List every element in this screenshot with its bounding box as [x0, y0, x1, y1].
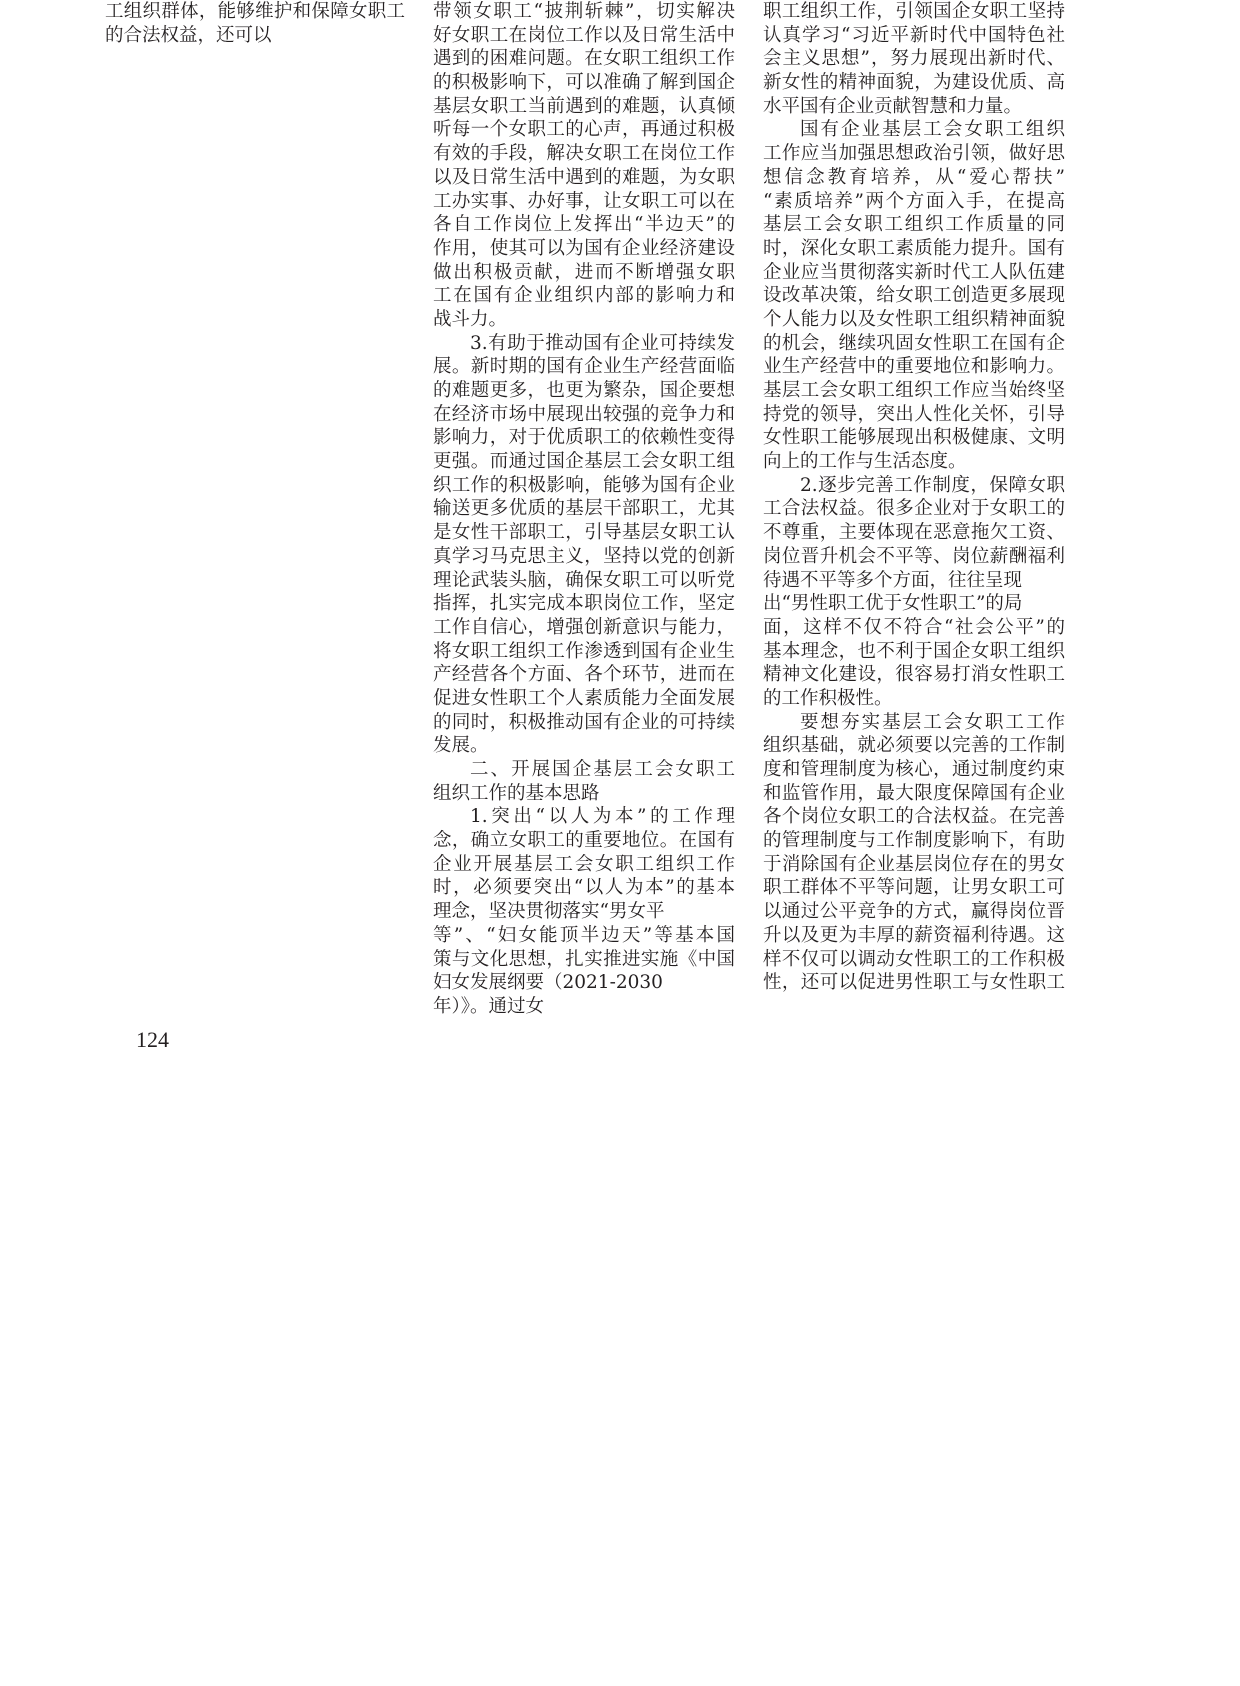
- paragraph: [763, 118, 1065, 473]
- text-line: 想信念教育培养，从“爱心帮扶”: [763, 166, 1065, 188]
- text-column-2: [433, 0, 735, 1019]
- text-line: 将女职工组织工作渗透到国有企业生: [433, 640, 735, 662]
- paragraph: [433, 332, 735, 758]
- text-line: 基层工会女职工组织工作质量的同: [763, 214, 1065, 236]
- text-line: 3.有助于推动国有企业可持续发: [470, 332, 735, 354]
- text-line: 企业开展基层工会女职工组织工作: [433, 853, 735, 875]
- page-number: 124: [136, 1027, 169, 1052]
- text-line: 国有企业基层工会女职工组织: [800, 119, 1065, 141]
- text-line: 岗位晋升机会不平等、岗位薪酬福利: [763, 545, 1065, 567]
- text-line: 指挥，扎实完成本职岗位工作，坚定: [433, 593, 735, 615]
- text-line: 基本理念，也不利于国企女职工组织: [763, 640, 1065, 662]
- text-line: 在经济市场中展现出较强的竞争力和: [433, 403, 735, 425]
- text-line: 带领女职工“披荆斩棘”，切实解决: [433, 1, 735, 22]
- paragraph: [433, 805, 735, 1018]
- text-line: 各个岗位女职工的合法权益。在完善: [763, 806, 1065, 828]
- paragraph: [105, 0, 405, 47]
- text-line: 策与文化思想，扎实推进实施《中国: [433, 948, 735, 970]
- text-line: 的积极影响下，可以准确了解到国企: [433, 72, 735, 94]
- text-line: 待遇不平等多个方面，往往呈现: [763, 569, 1023, 591]
- text-line: 2.逐步完善工作制度，保障女职: [800, 474, 1065, 496]
- text-line: 作用，使其可以为国有企业经济建设: [433, 237, 735, 259]
- text-line: 工合法权益。很多企业对于女职工的: [763, 498, 1065, 520]
- text-line: 工在国有企业组织内部的影响力和: [433, 285, 735, 307]
- text-line: 基层女职工当前遇到的难题，认真倾: [433, 95, 735, 117]
- text-line: 出“男性职工优于女性职工”的局: [763, 593, 1023, 615]
- text-line: 展。新时期的国有企业生产经营面临: [433, 356, 735, 378]
- text-line: 二、开展国企基层工会女职工: [470, 759, 735, 780]
- text-line: 发展。: [433, 735, 489, 757]
- text-line: 会主义思想”，努力展现出新时代、: [763, 48, 1065, 70]
- text-line: 新女性的精神面貌，为建设优质、高: [763, 72, 1065, 94]
- text-line: 各自工作岗位上发挥出“半边天”的: [433, 214, 735, 236]
- text-line: 工办实事、办好事，让女职工可以在: [433, 190, 735, 212]
- text-line: 向上的工作与生活态度。: [763, 451, 967, 473]
- text-line: 促进女性职工个人素质能力全面发展: [433, 687, 735, 709]
- text-line: 组织基础，就必须要以完善的工作制: [763, 735, 1065, 757]
- text-line: 以及日常生活中遇到的难题，为女职: [433, 166, 735, 188]
- text-line: 以通过公平竞争的方式，赢得岗位晋: [763, 901, 1065, 923]
- text-line: 职工组织工作，引领国企女职工坚持: [763, 1, 1065, 22]
- text-line: 输送更多优质的基层干部职工，尤其: [433, 498, 735, 520]
- text-line: 的难题更多，也更为繁杂，国企要想: [433, 380, 735, 401]
- text-line: 是女性干部职工，引导基层女职工认: [433, 522, 735, 544]
- text-line: 影响力，对于优质职工的依赖性变得: [433, 427, 735, 449]
- text-line: 职工群体不平等问题，让男女职工可: [763, 877, 1065, 899]
- text-line: 和监管作用，最大限度保障国有企业: [763, 782, 1065, 804]
- text-line: 不尊重，主要体现在恶意拖欠工资、: [763, 522, 1065, 544]
- text-line: 工作应当加强思想政治引领，做好思: [763, 143, 1065, 165]
- text-line: 持党的领导，突出人性化关怀，引导: [763, 403, 1065, 425]
- text-line: 个人能力以及女性职工组织精神面貌: [763, 308, 1065, 330]
- text-line: 的管理制度与工作制度影响下，有助: [763, 830, 1065, 852]
- text-line: 企业应当贯彻落实新时代工人队伍建: [763, 261, 1065, 283]
- text-line: 有效的手段，解决女职工在岗位工作: [433, 143, 735, 165]
- text-line: 织工作的积极影响，能够为国有企业: [433, 474, 735, 496]
- paragraph: [763, 474, 1065, 711]
- text-line: 好女职工在岗位工作以及日常生活中: [433, 24, 735, 46]
- text-line: 的合法权益，还可以: [105, 24, 272, 46]
- text-line: 念，确立女职工的重要地位。在国有: [433, 830, 735, 852]
- text-line: 女性职工能够展现出积极健康、文明: [763, 427, 1065, 449]
- text-line: 精神文化建设，很容易打消女性职工: [763, 664, 1065, 686]
- text-line: 样不仅可以调动女性职工的工作积极: [763, 948, 1065, 970]
- text-line: 年）》。通过女: [433, 995, 545, 1017]
- text-line: 听每一个女职工的心声，再通过积极: [433, 119, 735, 141]
- text-line: 性，还可以促进男性职工与女性职工: [763, 972, 1065, 994]
- text-line: 等”、“妇女能顶半边天”等基本国: [433, 924, 735, 946]
- text-column-3: [763, 0, 1065, 995]
- text-line: 升以及更为丰厚的薪资福利待遇。这: [763, 924, 1065, 946]
- paragraph: [433, 758, 735, 805]
- text-line: 工组织群体，能够维护和保障女职工: [105, 1, 405, 22]
- text-line: 基层工会女职工组织工作应当始终坚: [763, 380, 1065, 401]
- text-line: 要想夯实基层工会女职工工作: [800, 711, 1065, 733]
- text-line: 理念，坚决贯彻落实“男女平: [433, 901, 665, 923]
- text-line: 产经营各个方面、各个环节，进而在: [433, 664, 735, 686]
- text-line: 工作自信心，增强创新意识与能力，: [433, 616, 735, 638]
- text-line: 的机会，继续巩固女性职工在国有企: [763, 332, 1065, 354]
- text-line: 战斗力。: [433, 308, 508, 330]
- text-line: 组织工作的基本思路: [433, 782, 600, 804]
- text-line: 设改革决策，给女职工创造更多展现: [763, 285, 1065, 307]
- text-line: 真学习马克思主义，坚持以党的创新: [433, 545, 735, 567]
- text-line: 的工作积极性。: [763, 687, 893, 709]
- text-line: 认真学习“习近平新时代中国特色社: [763, 24, 1065, 46]
- paragraph: [763, 711, 1065, 995]
- text-line: 更强。而通过国企基层工会女职工组: [433, 451, 735, 473]
- text-line: 业生产经营中的重要地位和影响力。: [763, 356, 1065, 378]
- paragraph: [433, 0, 735, 332]
- text-line: 理论武装头脑，确保女职工可以听党: [433, 569, 735, 591]
- text-line: 于消除国有企业基层岗位存在的男女: [763, 853, 1065, 875]
- text-line: 做出积极贡献，进而不断增强女职: [433, 261, 735, 283]
- text-line: 度和管理制度为核心，通过制度约束: [763, 759, 1065, 780]
- text-line: 水平国有企业贡献智慧和力量。: [763, 95, 1023, 117]
- text-line: 1.突出“以人为本”的工作理: [470, 806, 735, 828]
- text-column-1: [105, 0, 405, 47]
- text-line: 妇女发展纲要（2021-2030: [433, 972, 663, 994]
- text-line: 遇到的困难问题。在女职工组织工作: [433, 48, 735, 70]
- text-line: 的同时，积极推动国有企业的可持续: [433, 711, 735, 733]
- text-line: 面，这样不仅不符合“社会公平”的: [763, 616, 1065, 638]
- paragraph: [763, 0, 1065, 118]
- text-line: 时，深化女职工素质能力提升。国有: [763, 237, 1065, 259]
- text-line: “素质培养”两个方面入手，在提高: [763, 190, 1065, 212]
- text-line: 时，必须要突出“以人为本”的基本: [433, 877, 735, 899]
